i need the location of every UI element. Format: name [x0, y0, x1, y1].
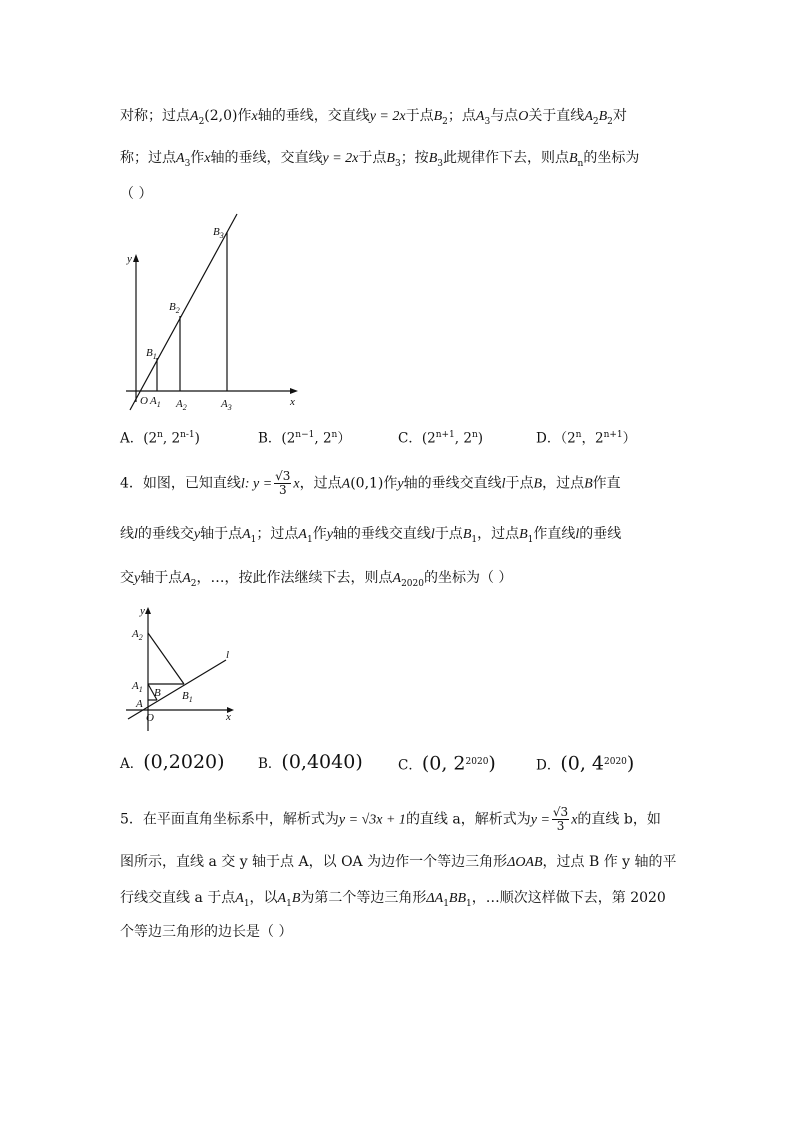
q3-figure [118, 210, 318, 420]
y-label: y [127, 253, 132, 265]
line-y-2x [130, 214, 237, 410]
y-label: y [140, 605, 145, 617]
b3-label: $B_3$ [213, 226, 224, 240]
q3-option-d[interactable]: D．（2$^n$，$2^{n+1}$） [536, 430, 637, 447]
q3-option-c[interactable]: C．($2^{n+1}$, 2$^n$) [398, 430, 484, 447]
l-label: l [226, 649, 230, 661]
a3-label: $A_3$ [221, 398, 232, 412]
q3-option-a[interactable]: A．(2$^n$, 2$^{n-1}$) [120, 430, 200, 447]
o-label: O [146, 712, 154, 724]
a-label: A [136, 698, 143, 710]
q3-text-line-1: 对称；过点$A_2(2,0)$作x轴的垂线，交直线y = 2x于点$B_2$；点$A_3$与点O关于直线$A_2B_2$对 [120, 108, 627, 127]
q5-text-line-3: 行线交直线 a 于点$A_1$，以$A_1B$为第二个等边三角形$\Delta A_1BB_1$，…顺次这样做下去，第 2020 [120, 890, 666, 909]
b1-label: $B_1$ [182, 690, 193, 704]
x-label: x [290, 396, 295, 408]
a2-label: $A_2$ [176, 398, 187, 412]
o-label: O [140, 395, 148, 407]
seg-b1-a2 [148, 633, 184, 684]
q4-figure [122, 603, 252, 733]
q4-option-d[interactable]: D．(0, $4^{2020}$) [536, 752, 635, 775]
x-arrow [290, 388, 298, 394]
sqrt3-over-3-fraction: $\frac{√3}{3}$ [275, 469, 291, 497]
a1-label: $A_1$ [150, 395, 161, 409]
q4-option-b[interactable]: B．(0,4040) [258, 751, 363, 773]
q3-answer-paren: （ ） [120, 186, 153, 202]
b-label: B [154, 687, 161, 699]
x-label: x [226, 711, 231, 723]
q4-text-line-1: 4．如图，已知直线l: y = $\frac{√3}{3}$ x，过点A(0,1)作y轴的垂线交直线l于点B，过点B作直 [120, 469, 621, 497]
q4-text-line-2: 线l的垂线交y轴于点$A_1$；过点$A_1$作y轴的垂线交直线l于点$B_1$，过点$B_1$作直线l的垂线 [120, 526, 622, 545]
q3-text-line-2: 称；过点$A_3$作x轴的垂线，交直线y = 2x于点$B_3$；按$B_3$此规律作下去，则点$B_n$的坐标为 [120, 150, 640, 169]
b1-label: $B_1$ [146, 347, 157, 361]
q4-text-line-3: 交y轴于点$A_2$，…，按此作法继续下去，则点$A_{2020}$的坐标为（ ） [120, 570, 513, 589]
q3-option-b[interactable]: B．($2^{n-1}$, 2$^n$） [258, 430, 351, 447]
a1-label: $A_1$ [132, 680, 143, 694]
q4-option-a[interactable]: A．(0,2020) [120, 751, 225, 773]
q4-option-c[interactable]: C．(0, $2^{2020}$) [398, 752, 496, 775]
q5-text-line-4: 个等边三角形的边长是（ ） [120, 924, 293, 940]
q5-text-line-1: 5．在平面直角坐标系中，解析式为y = √3x + 1的直线 a，解析式为y = $\frac{√3}{3}$ x的直线 b，如 [120, 805, 661, 833]
y-arrow [145, 607, 151, 614]
q5-text-line-2: 图所示，直线 a 交 y 轴于点 A，以 OA 为边作一个等边三角形ΔOAB，过点 B 作 y 轴的平 [120, 854, 677, 870]
y-arrow [133, 254, 139, 262]
sqrt3-over-3-fraction: $\frac{√3}{3}$ [552, 805, 569, 833]
a2-label: $A_2$ [132, 628, 143, 642]
b2-label: $B_2$ [169, 301, 180, 315]
